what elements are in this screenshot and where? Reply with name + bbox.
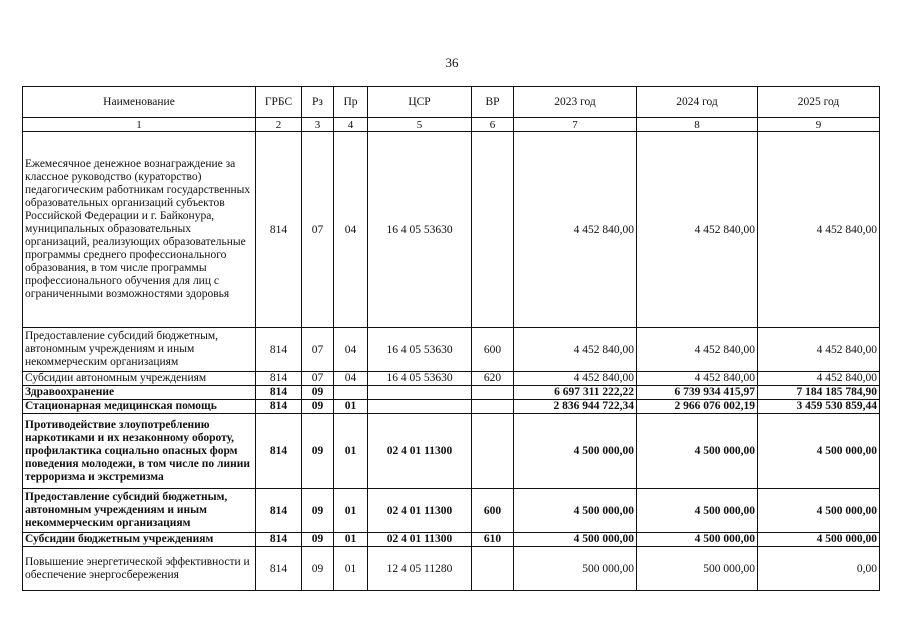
row-vr <box>472 547 514 591</box>
table-row <box>23 372 880 386</box>
row-2025: 4 452 840,00 <box>758 328 880 372</box>
row-2023: 500 000,00 <box>514 547 637 591</box>
row-pr: 04 <box>334 372 368 386</box>
row-rz: 09 <box>302 533 334 547</box>
row-rz: 09 <box>302 386 334 400</box>
row-name: Предоставление субсидий бюджетным, автономным учреждениям и иным некоммерческим организациям <box>23 489 256 533</box>
row-2023: 6 697 311 222,22 <box>514 386 637 400</box>
row-vr <box>472 400 514 414</box>
table-row <box>23 533 880 547</box>
header-pr: Пр <box>334 87 368 118</box>
row-pr: 01 <box>334 414 368 489</box>
table-row <box>23 489 880 533</box>
row-name: Противодействие злоупотреблению наркотиками и их незаконному обороту, профилактика социально опасных форм поведения молодежи, в том числе по линии терроризма и экстремизма <box>23 414 256 489</box>
row-2023: 4 500 000,00 <box>514 533 637 547</box>
row-name: Здравоохранение <box>23 386 256 400</box>
row-2025: 4 500 000,00 <box>758 533 880 547</box>
table-row <box>23 547 880 591</box>
table-row <box>23 132 880 328</box>
row-2025: 3 459 530 859,44 <box>758 400 880 414</box>
row-vr <box>472 132 514 328</box>
row-csr: 02 4 01 11300 <box>368 414 472 489</box>
row-2024: 4 500 000,00 <box>637 489 758 533</box>
row-name: Субсидии автономным учреждениям <box>23 372 256 386</box>
row-vr <box>472 414 514 489</box>
row-rz: 07 <box>302 132 334 328</box>
row-grbs: 814 <box>256 400 302 414</box>
column-number: 7 <box>514 118 637 132</box>
row-2023: 2 836 944 722,34 <box>514 400 637 414</box>
row-2024: 4 500 000,00 <box>637 414 758 489</box>
row-csr: 02 4 01 11300 <box>368 533 472 547</box>
row-grbs: 814 <box>256 414 302 489</box>
row-csr <box>368 400 472 414</box>
row-name: Повышение энергетической эффективности и обеспечение энергосбережения <box>23 547 256 591</box>
table-row <box>23 386 880 400</box>
row-pr: 01 <box>334 489 368 533</box>
row-grbs: 814 <box>256 386 302 400</box>
row-pr <box>334 386 368 400</box>
header-2024: 2024 год <box>637 87 758 118</box>
row-2024: 4 452 840,00 <box>637 328 758 372</box>
row-csr: 02 4 01 11300 <box>368 489 472 533</box>
row-name: Предоставление субсидий бюджетным, автономным учреждениям и иным некоммерческим организациям <box>23 328 256 372</box>
row-name: Ежемесячное денежное вознаграждение за классное руководство (кураторство) педагогическим работникам государственных образовательных организаций субъектов Российской Федерации и г. Байконура, муниципальных образовательных организаций, реализующих образовательные программы среднего профессионального образования, в том числе программы профессионального обучения для лиц с ограниченными возможностями здоровья <box>23 132 256 328</box>
row-2024: 6 739 934 415,97 <box>637 386 758 400</box>
row-vr: 610 <box>472 533 514 547</box>
header-rz: Рз <box>302 87 334 118</box>
table-row <box>23 328 880 372</box>
column-number: 1 <box>23 118 256 132</box>
column-number-row <box>23 118 880 132</box>
page-number: 36 <box>445 55 459 70</box>
row-pr: 01 <box>334 547 368 591</box>
row-grbs: 814 <box>256 547 302 591</box>
row-vr <box>472 386 514 400</box>
row-pr: 01 <box>334 400 368 414</box>
column-number: 6 <box>472 118 514 132</box>
row-2023: 4 500 000,00 <box>514 414 637 489</box>
row-csr: 16 4 05 53630 <box>368 132 472 328</box>
row-2023: 4 452 840,00 <box>514 328 637 372</box>
header-csr: ЦСР <box>368 87 472 118</box>
header-name: Наименование <box>23 87 256 118</box>
row-2025: 4 500 000,00 <box>758 414 880 489</box>
row-vr: 600 <box>472 328 514 372</box>
table-row <box>23 414 880 489</box>
row-2024: 500 000,00 <box>637 547 758 591</box>
row-csr: 16 4 05 53630 <box>368 372 472 386</box>
row-2024: 4 500 000,00 <box>637 533 758 547</box>
row-2023: 4 500 000,00 <box>514 489 637 533</box>
row-rz: 09 <box>302 547 334 591</box>
column-number: 9 <box>758 118 880 132</box>
row-2023: 4 452 840,00 <box>514 132 637 328</box>
header-vr: ВР <box>472 87 514 118</box>
row-vr: 620 <box>472 372 514 386</box>
row-rz: 07 <box>302 328 334 372</box>
table-row <box>23 400 880 414</box>
column-number: 4 <box>334 118 368 132</box>
column-number: 3 <box>302 118 334 132</box>
row-name: Субсидии бюджетным учреждениям <box>23 533 256 547</box>
row-rz: 09 <box>302 489 334 533</box>
header-2023: 2023 год <box>514 87 637 118</box>
row-rz: 07 <box>302 372 334 386</box>
row-2024: 4 452 840,00 <box>637 372 758 386</box>
row-pr: 04 <box>334 328 368 372</box>
row-2025: 0,00 <box>758 547 880 591</box>
column-number: 5 <box>368 118 472 132</box>
row-grbs: 814 <box>256 489 302 533</box>
row-rz: 09 <box>302 400 334 414</box>
row-pr: 01 <box>334 533 368 547</box>
budget-table <box>22 86 880 591</box>
row-rz: 09 <box>302 414 334 489</box>
row-grbs: 814 <box>256 372 302 386</box>
row-grbs: 814 <box>256 328 302 372</box>
row-grbs: 814 <box>256 132 302 328</box>
row-2024: 2 966 076 002,19 <box>637 400 758 414</box>
column-number: 8 <box>637 118 758 132</box>
row-2024: 4 452 840,00 <box>637 132 758 328</box>
row-csr: 16 4 05 53630 <box>368 328 472 372</box>
header-2025: 2025 год <box>758 87 880 118</box>
header-grbs: ГРБС <box>256 87 302 118</box>
row-2025: 7 184 185 784,90 <box>758 386 880 400</box>
row-grbs: 814 <box>256 533 302 547</box>
row-pr: 04 <box>334 132 368 328</box>
row-2025: 4 452 840,00 <box>758 132 880 328</box>
row-csr: 12 4 05 11280 <box>368 547 472 591</box>
row-name: Стационарная медицинская помощь <box>23 400 256 414</box>
row-2025: 4 452 840,00 <box>758 372 880 386</box>
column-number: 2 <box>256 118 302 132</box>
header-row <box>23 87 880 118</box>
row-2025: 4 500 000,00 <box>758 489 880 533</box>
row-2023: 4 452 840,00 <box>514 372 637 386</box>
row-vr: 600 <box>472 489 514 533</box>
row-csr <box>368 386 472 400</box>
